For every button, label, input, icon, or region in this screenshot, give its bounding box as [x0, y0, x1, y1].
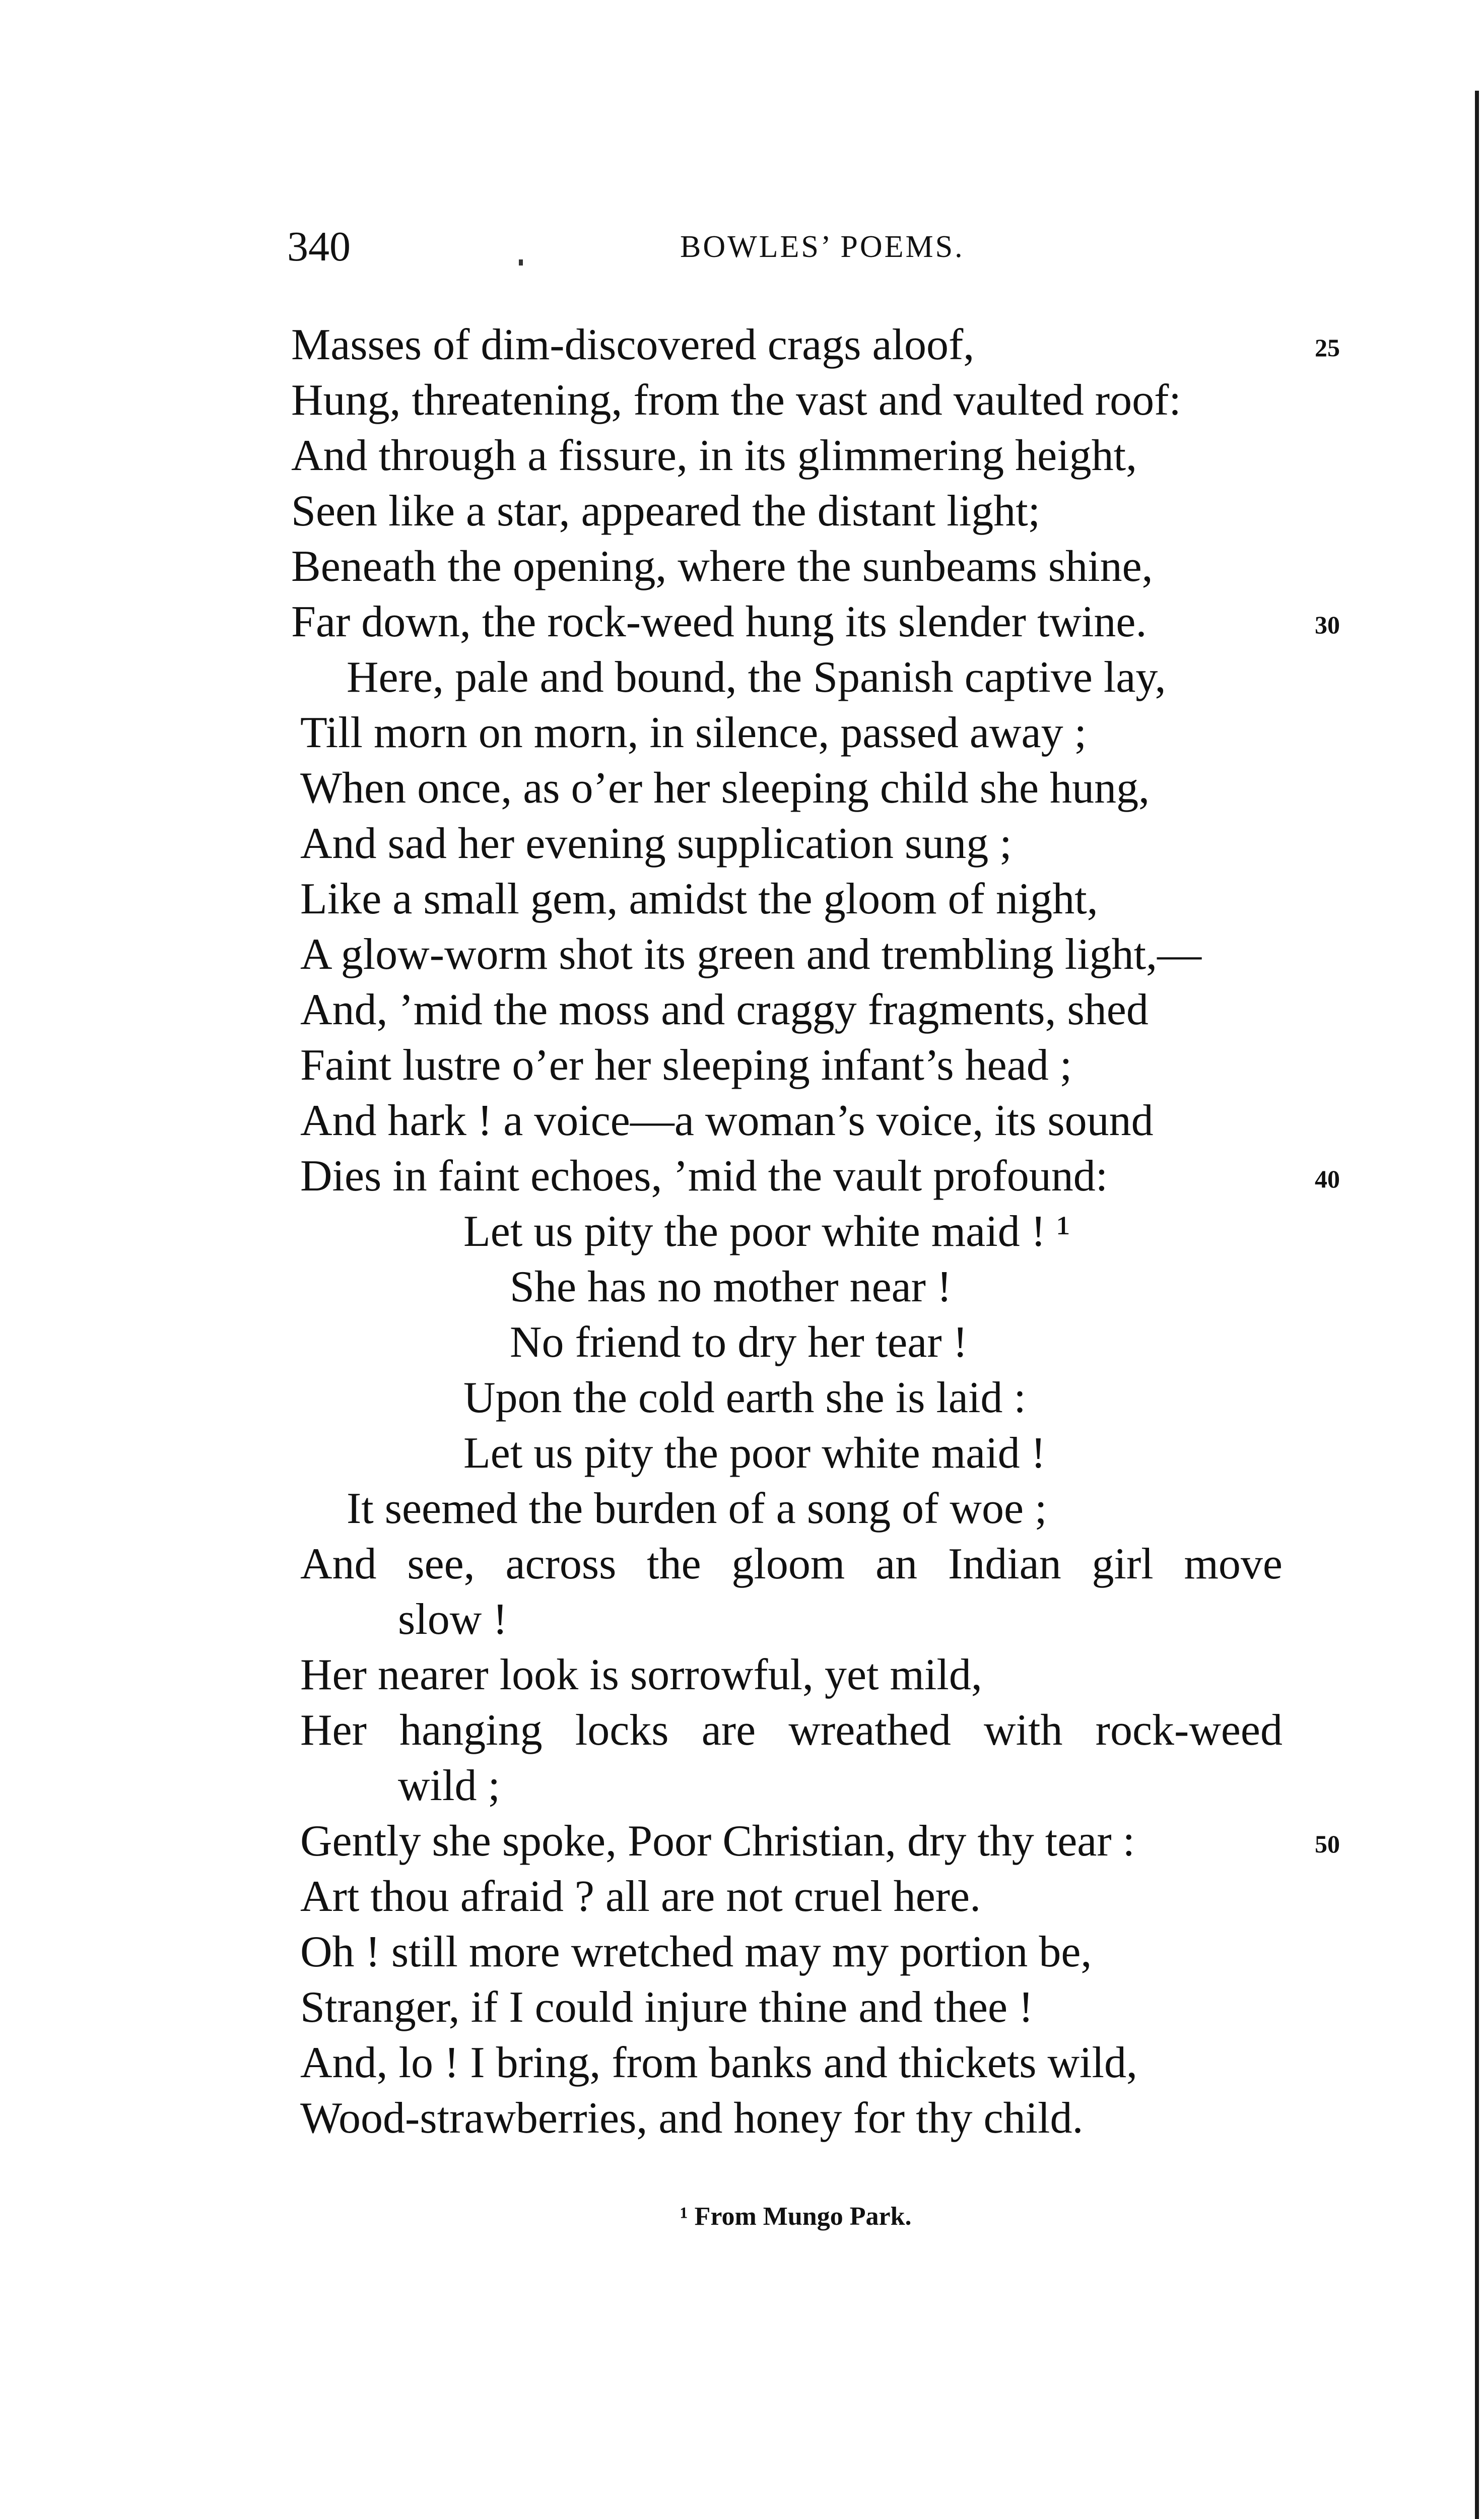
- line-text: And sad her evening supplication sung ;: [300, 819, 1012, 868]
- poem-line: [0, 982, 1484, 1038]
- line-text: Her nearer look is sorrowful, yet mild,: [300, 1650, 982, 1699]
- line-text: slow !: [398, 1595, 508, 1644]
- poem-line: [0, 650, 1484, 705]
- line-text: It seemed the burden of a song of woe ;: [347, 1484, 1047, 1533]
- line-text: Let us pity the poor white maid !: [463, 1429, 1046, 1478]
- line-text: Upon the cold earth she is laid :: [463, 1373, 1026, 1422]
- poem-line: [0, 317, 1484, 373]
- line-text: And, lo ! I bring, from banks and thickets wild,: [300, 2038, 1137, 2087]
- poem-line: [0, 2035, 1484, 2091]
- poem-line: [0, 373, 1484, 428]
- line-number: 40: [1315, 1165, 1340, 1193]
- line-text: Art thou afraid ? all are not cruel here.: [300, 1872, 981, 1921]
- line-text: No friend to dry her tear !: [510, 1318, 968, 1367]
- running-head: [287, 217, 1295, 277]
- poem-line: [0, 1980, 1484, 2035]
- line-text: Till morn on morn, in silence, passed away ;: [300, 708, 1087, 757]
- line-text: And, ’mid the moss and craggy fragments, shed: [300, 985, 1149, 1034]
- poem-body: [0, 317, 1484, 2252]
- song-line: [0, 1204, 1484, 1260]
- song-line: [0, 1260, 1484, 1315]
- song-line: [0, 1370, 1484, 1426]
- running-title: BOWLES’ POEMS.: [680, 230, 965, 264]
- poem-line: [0, 1093, 1484, 1149]
- line-text: Here, pale and bound, the Spanish captive lay,: [347, 653, 1166, 702]
- poem-line-continuation: [0, 1592, 1484, 1647]
- line-number: 50: [1315, 1830, 1340, 1858]
- line-text: She has no mother near !: [510, 1263, 952, 1311]
- line-text: And hark ! a voice—a woman’s voice, its sound: [300, 1096, 1154, 1145]
- line-text: Let us pity the poor white maid ! ¹: [463, 1207, 1070, 1256]
- line-text: Stranger, if I could injure thine and thee !: [300, 1983, 1034, 2032]
- line-text: When once, as o’er her sleeping child she hung,: [300, 764, 1150, 813]
- poem-line: [0, 1703, 1484, 1758]
- line-text: Beneath the opening, where the sunbeams shine,: [291, 542, 1153, 591]
- poem-line-continuation: [0, 1758, 1484, 1814]
- line-text: Seen like a star, appeared the distant light;: [291, 487, 1041, 536]
- line-text: Wood-strawberries, and honey for thy child.: [300, 2094, 1084, 2143]
- poem-line: [0, 761, 1484, 816]
- line-number: 25: [1315, 334, 1340, 362]
- footnote: ¹ From Mungo Park.: [680, 2202, 912, 2231]
- line-text: Like a small gem, amidst the gloom of night,: [300, 875, 1098, 923]
- poem-line: [0, 1814, 1484, 1869]
- line-text: wild ;: [398, 1761, 500, 1810]
- song-line: [0, 1315, 1484, 1370]
- line-text: Hung, threatening, from the vast and vaulted roof:: [291, 376, 1181, 425]
- poem-line: [0, 2091, 1484, 2146]
- line-number: 30: [1315, 611, 1340, 639]
- poem-line: [0, 1869, 1484, 1925]
- poem-line: [0, 428, 1484, 484]
- line-text: A glow-worm shot its green and trembling light,—: [300, 930, 1202, 979]
- poem-line: [0, 816, 1484, 872]
- poem-line: [0, 1537, 1484, 1592]
- line-text: And through a fissure, in its glimmering height,: [291, 431, 1137, 480]
- line-text: Masses of dim-discovered crags aloof,: [291, 320, 975, 369]
- line-text: Her hanging locks are wreathed with rock-weed: [300, 1706, 1283, 1755]
- poem-line: [0, 1925, 1484, 1980]
- poem-line: [0, 1038, 1484, 1093]
- print-mark: [519, 259, 523, 266]
- poem-line: [0, 539, 1484, 594]
- poem-line: [0, 927, 1484, 982]
- line-text: Dies in faint echoes, ’mid the vault profound:: [300, 1152, 1108, 1201]
- line-text: Far down, the rock-weed hung its slender twine.: [291, 598, 1147, 646]
- line-text: Oh ! still more wretched may my portion be,: [300, 1928, 1092, 1976]
- page-number: 340: [287, 223, 351, 270]
- poem-line: [0, 1149, 1484, 1204]
- line-text: And see, across the gloom an Indian girl move: [300, 1540, 1283, 1588]
- poem-line: [0, 1647, 1484, 1703]
- poem-line: [0, 872, 1484, 927]
- poem-line: [0, 1481, 1484, 1537]
- poem-line: [0, 484, 1484, 539]
- line-text: Faint lustre o’er her sleeping infant’s head ;: [300, 1041, 1072, 1090]
- line-text: Gently she spoke, Poor Christian, dry thy tear :: [300, 1817, 1135, 1866]
- song-line: [0, 1426, 1484, 1481]
- poem-line: [0, 594, 1484, 650]
- poem-line: [0, 705, 1484, 761]
